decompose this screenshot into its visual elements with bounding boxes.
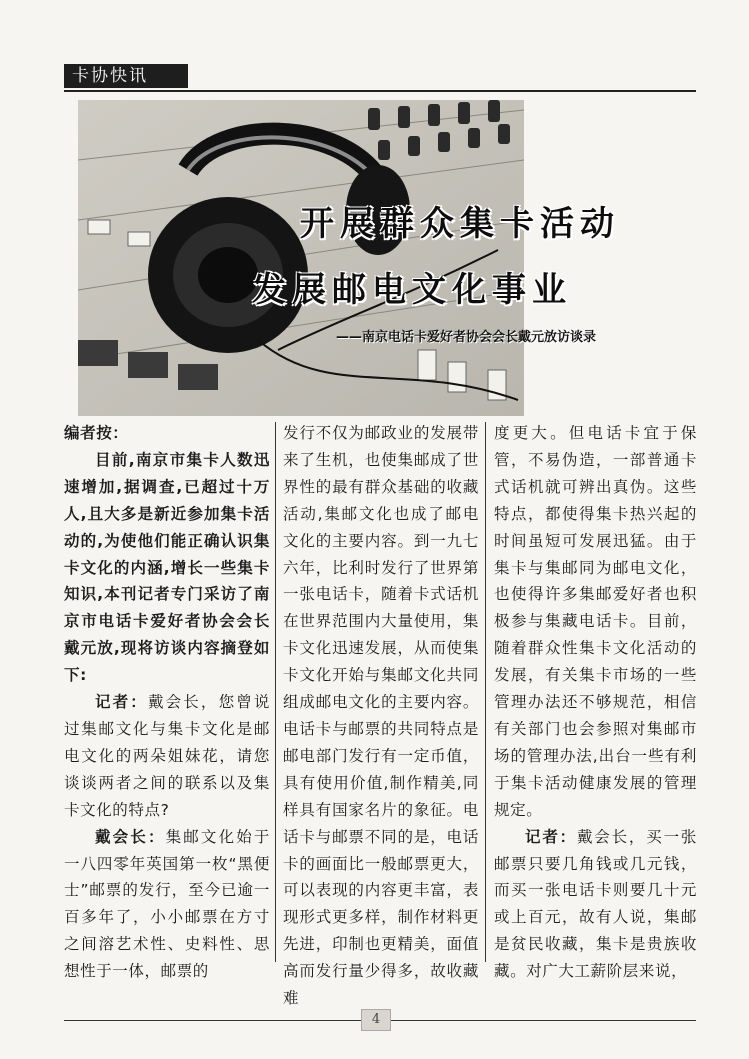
article-subtitle: ——南京电话卡爱好者协会会长戴元放访谈录: [336, 330, 597, 345]
question-2: [494, 824, 697, 985]
column-1: [64, 420, 270, 985]
question-2-text: 戴会长，买一张邮票只要几角钱或几元钱，而买一张电话卡则要几十元或上百元，故有人说，集邮是贫民收藏，集卡是贵族收藏。对广大工薪阶层来说，: [494, 827, 697, 981]
mixing-console-headphones-photo: [78, 100, 524, 416]
column-3: [494, 420, 697, 985]
section-tag: 卡协快讯: [64, 64, 188, 88]
question-1-text: 戴会长，您曾说过集邮文化与集卡文化是邮电文化的两朵姐妹花，请您谈谈两者之间的联系以及集卡文化的特点?: [64, 693, 270, 819]
answer-1-part2: 发行不仅为邮政业的发展带来了生机，也使集邮成了世界性的最有群众基础的收藏活动,集邮文化也成了邮电文化的主要内容。到一九七六年，比利时发行了世界第一张电话卡，随着卡式话机在世界范围内大量使用，集卡文化迅速发展，从而使集卡文化开始与集邮文化共同组成邮电文化的主要内容。电话卡与邮票的共同特点是邮电部门发行有一定币值，具有使用价值,制作精美,同样具有国家名片的象征。电话卡与邮票不同的是，电话卡的画面比一般邮票更大，可以表现的内容更丰富，表现形式更多样，制作材料更先进，印制也更精美，面值高而发行量少得多，故收藏难: [283, 424, 479, 1008]
answer-1-start: [64, 824, 270, 985]
editor-note: 目前,南京市集卡人数迅速增加,据调查,已超过十万人,且大多是新近参加集卡活动的,为使他们能正确认识集卡文化的内涵,增长一些集卡知识,本刊记者专门采访了南京市电话卡爱好者协会会长戴元放,现将访谈内容摘登如下:: [64, 450, 270, 685]
column-divider-1: [275, 422, 276, 962]
chairman-label: 戴会长：: [95, 827, 166, 846]
article-title-line1: 开展群众集卡活动: [300, 204, 620, 244]
question-1: [64, 689, 270, 824]
reporter-label: 记者：: [95, 693, 148, 712]
editor-label: 编者按：: [64, 424, 129, 442]
reporter-label-2: 记者：: [525, 827, 577, 846]
answer-1-part3: 度更大。但电话卡宜于保管，不易伪造，一部普通卡式话机就可辨出真伪。这些特点，都使得集卡热兴起的时间虽短可发展迅猛。由于集卡与集邮同为邮电文化，也使得许多集邮爱好者也积极参与集藏电话卡。目前，随着群众性集卡文化活动的发展，有关集卡市场的一些管理办法还不够规范，相信有关部门也会参照对集邮市场的管理办法,出台一些有利于集卡活动健康发展的管理规定。: [494, 424, 697, 819]
column-divider-2: [485, 422, 486, 962]
top-rule: [64, 90, 696, 92]
column-2: [283, 420, 479, 1012]
page-number: 4: [361, 1009, 391, 1031]
article-title-line2: 发展邮电文化事业: [252, 270, 572, 310]
answer-1-part1: 集邮文化始于一八四零年英国第一枚“黑便士”邮票的发行，至今已逾一百多年了，小小邮票在方寸之间溶艺术性、史料性、思想性于一体，邮票的: [64, 827, 270, 981]
